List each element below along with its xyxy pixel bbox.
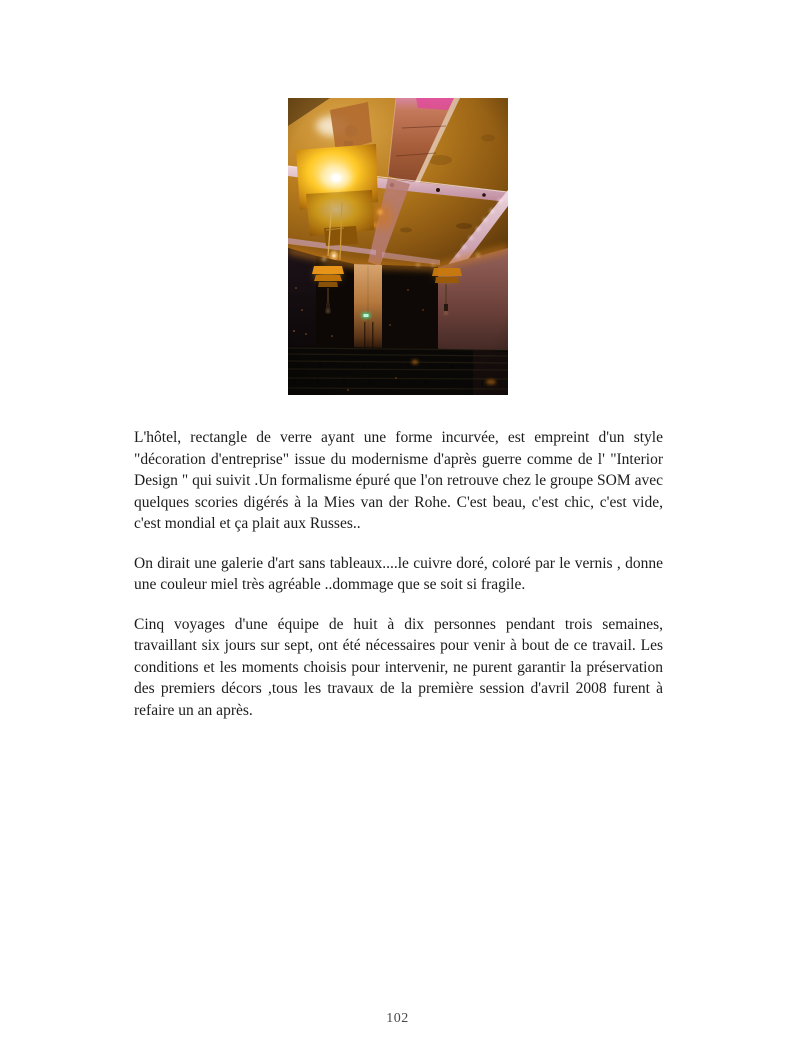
paragraph-2: On dirait une galerie d'art sans tableaux....le cuivre doré, coloré par le vernis , donne une couleur miel très agréable ..dommage que se soit si fragile. [134, 554, 663, 593]
auditorium-photo [288, 98, 508, 395]
auditorium-photo-art [288, 98, 508, 395]
paragraph-3: Cinq voyages d'une équipe de huit à dix personnes pendant trois semaines, travaillant six jours sur sept, ont été nécessaires pour venir à bout de ce travail. Les conditions et les moments choisis pour intervenir, ne purent garantir la préservation des premiers décors ,tous les travaux de la première session d'avril 2008 furent à refaire un an après. [134, 615, 663, 719]
body-text [134, 427, 663, 739]
page-number: 102 [386, 1011, 409, 1026]
photo-vignette [288, 98, 508, 395]
paragraph-1: L'hôtel, rectangle de verre ayant une forme incurvée, est empreint d'un style "décoration d'entreprise" issue du modernisme d'après guerre comme de l' "Interior Design " qui suivit .Un formalisme épuré que l'on retrouve chez le groupe SOM avec quelques scories digérés à la Mies van der Rohe. C'est beau, c'est chic, c'est vide, c'est mondial et ça plait aux Russes.. [134, 429, 663, 532]
